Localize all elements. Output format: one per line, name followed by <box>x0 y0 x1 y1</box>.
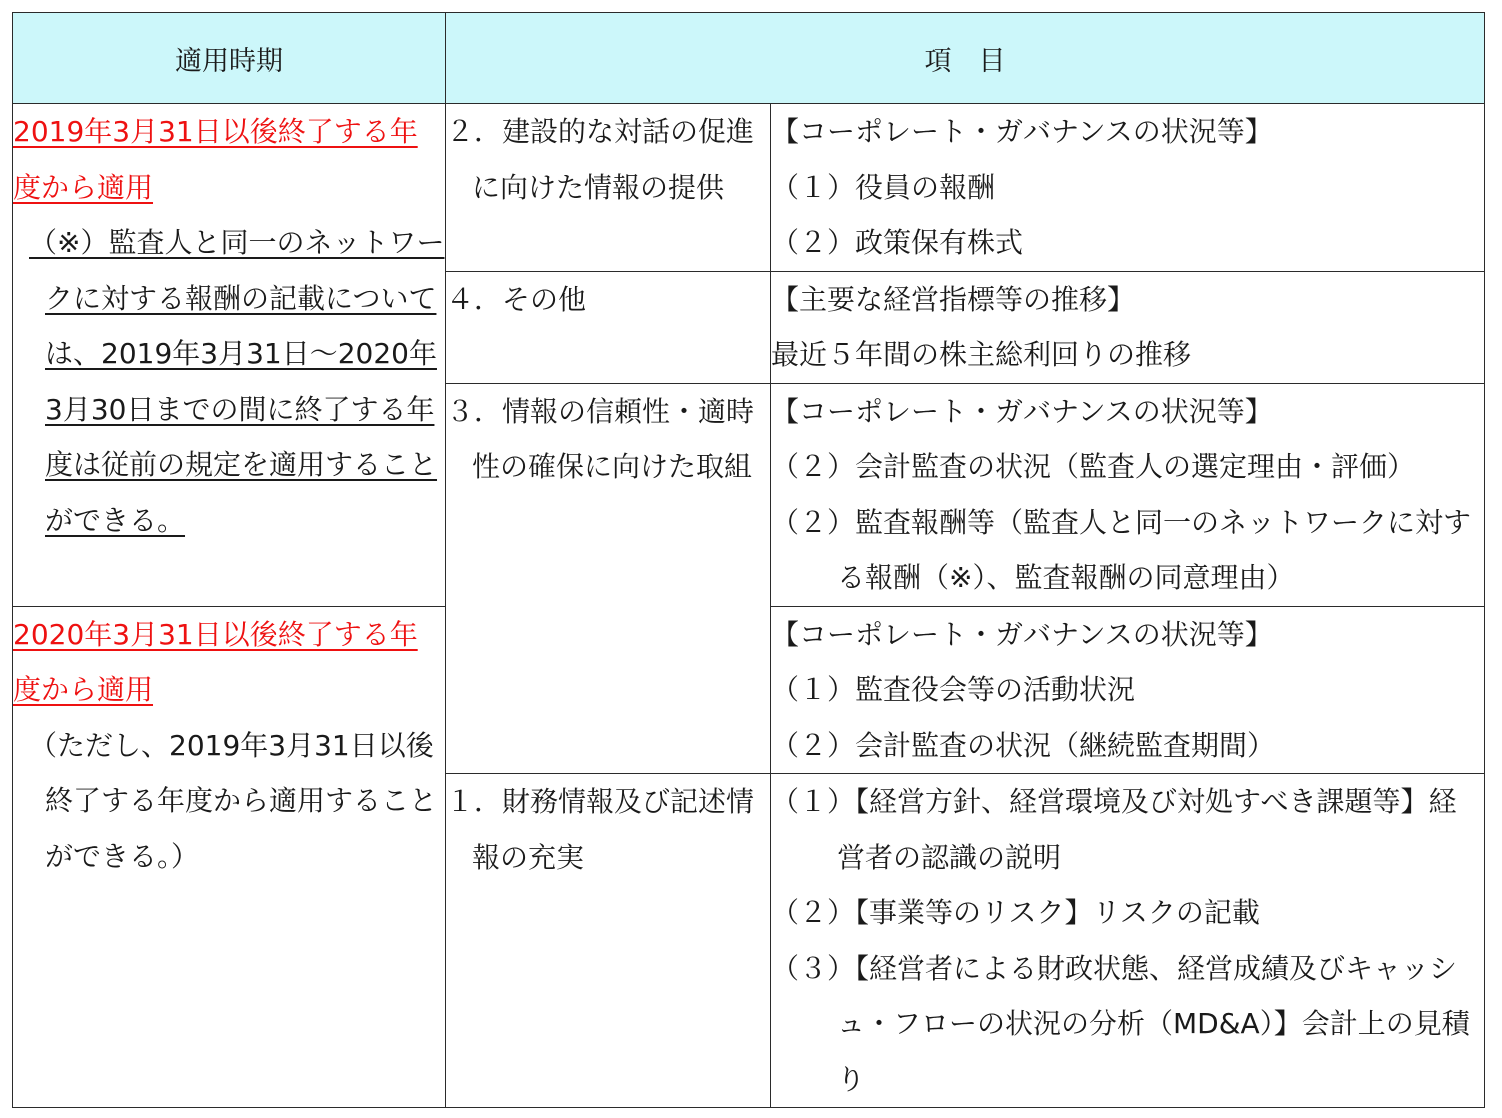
item-line: （１）役員の報酬 <box>771 170 996 204</box>
period-header: 適用時期 <box>13 13 446 104</box>
item-cell <box>771 271 1485 383</box>
item-cell <box>771 104 1485 272</box>
area-cell <box>446 774 771 1108</box>
period-2019-note: （※）監査人と同一のネットワークに対する報酬の記載については、2019年3月31日～2020年3月30日までの間に終了する年度は従前の規定を適用することができる。 <box>29 226 445 537</box>
item-line: （２）会計監査の状況（監査人の選定理由・評価） <box>771 450 1416 483</box>
items-header: 項 目 <box>446 13 1485 104</box>
item-line: （３）【経営者による財政状態、経営成績及びキャッシュ・フローの状況の分析（MD&A）】会計上の見積り <box>771 951 1470 1096</box>
item-line: （２）【事業等のリスク】リスクの記載 <box>771 896 1260 929</box>
item-cell <box>771 774 1485 1108</box>
table-row <box>13 104 1485 272</box>
period-2020-title: 2020年3月31日以後終了する年度から適用 <box>13 617 418 706</box>
period-2019-title: 2019年3月31日以後終了する年度から適用 <box>13 115 418 204</box>
item-cell <box>771 383 1485 606</box>
area-label: ３．情報の信頼性・適時性の確保に向けた取組 <box>446 394 755 483</box>
area-label: １．財務情報及び記述情報の充実 <box>446 785 755 874</box>
item-line: 最近５年間の株主総利回りの推移 <box>771 338 1192 371</box>
period-2019-cell <box>13 104 446 607</box>
area-label: ４．その他 <box>446 282 587 316</box>
area-cell <box>446 271 771 383</box>
item-line: （２）監査報酬等（監査人と同一のネットワークに対する報酬（※）、監査報酬の同意理由） <box>771 505 1472 594</box>
area-label: ２．建設的な対話の促進に向けた情報の提供 <box>446 115 755 204</box>
item-heading: 【コーポレート・ガバナンスの状況等】 <box>771 115 1273 148</box>
item-line: （２）政策保有株式 <box>771 226 1024 259</box>
item-line: （１）監査役会等の活動状況 <box>771 673 1136 706</box>
item-heading: 【コーポレート・ガバナンスの状況等】 <box>771 617 1273 651</box>
header-row <box>13 13 1485 104</box>
area-cell <box>446 104 771 272</box>
item-line: （２）会計監査の状況（継続監査期間） <box>771 728 1276 762</box>
item-line: （１）【経営方針、経営環境及び対処すべき課題等】経営者の認識の説明 <box>771 785 1457 874</box>
item-heading: 【コーポレート・ガバナンスの状況等】 <box>771 394 1273 428</box>
area-cell <box>446 383 771 774</box>
disclosure-schedule-table <box>12 12 1485 1108</box>
period-2020-note: （ただし、2019年3月31日以後終了する年度から適用することができる。） <box>29 728 438 873</box>
item-cell <box>771 606 1485 774</box>
period-2020-cell <box>13 606 446 1108</box>
item-heading: 【主要な経営指標等の推移】 <box>771 282 1136 316</box>
